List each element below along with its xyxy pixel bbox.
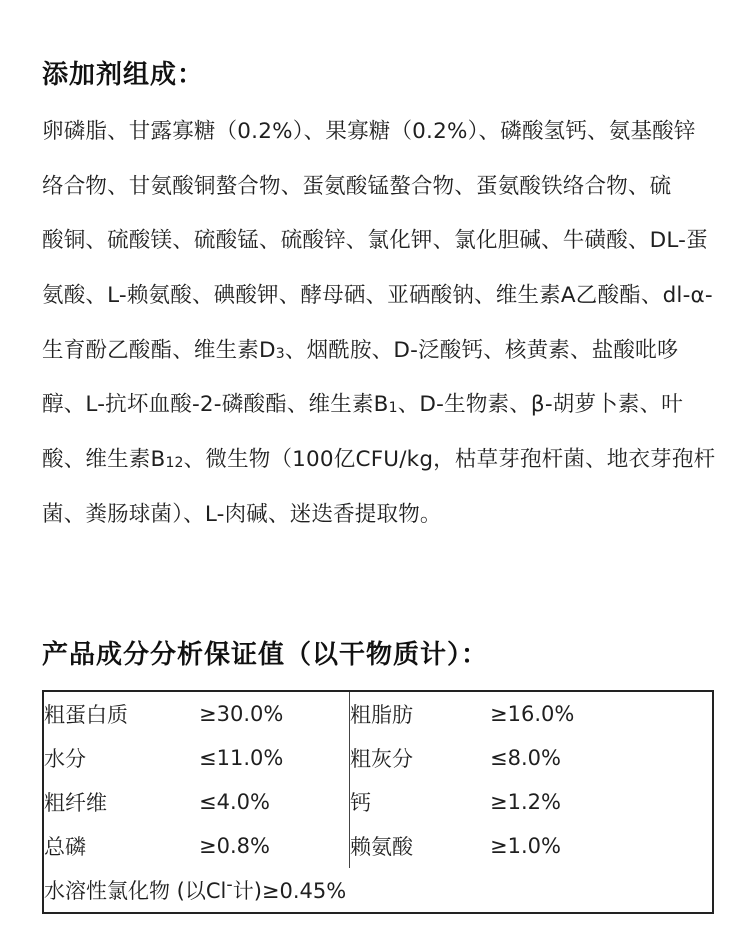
nutrient-name: 钙 xyxy=(350,791,371,815)
nutrient-value: ≥16.0% xyxy=(490,702,575,726)
nutrient-value: ≤8.0% xyxy=(490,746,561,770)
nutrient-value: ≥30.0% xyxy=(199,691,350,736)
additives-line: 生育酚乙酸酯、维生素$D_3$、烟酰胺、D-泛酸钙、核黄素、盐酸吡哆 xyxy=(42,337,679,363)
chloride-row-cell xyxy=(43,868,713,913)
subscript: 1 xyxy=(388,400,398,417)
subscript: 3 xyxy=(275,345,285,362)
analysis-table xyxy=(42,690,714,914)
chloride-label: 水溶性氯化物 (以Cl xyxy=(44,879,227,903)
table-row xyxy=(43,824,713,868)
nutrient-name: 总磷 xyxy=(44,835,86,859)
superscript: - xyxy=(226,875,233,895)
chloride-value: 计)≥0.45% xyxy=(232,879,347,903)
nutrient-value: ≤11.0% xyxy=(199,736,350,780)
table-row xyxy=(43,691,713,736)
nutrient-value: ≥0.8% xyxy=(199,824,350,868)
nutrient-name: 水分 xyxy=(44,747,86,771)
nutrient-value: ≤4.0% xyxy=(199,780,350,824)
nutrient-name: 粗纤维 xyxy=(44,791,107,815)
analysis-heading: 产品成分分析保证值（以干物质计）： xyxy=(42,640,489,670)
additives-line: 酸铜、硫酸镁、硫酸锰、硫酸锌、氯化钾、氯化胆碱、牛磺酸、DL-蛋 xyxy=(42,228,708,254)
additives-line: 酸、维生素$B_{12}$、微生物（100亿CFU/kg，枯草芽孢杆菌、地衣芽孢杆 xyxy=(42,447,716,473)
table-row xyxy=(43,868,713,913)
additives-heading: 添加剂组成： xyxy=(42,60,205,90)
additives-line: 醇、L-抗坏血酸-2-磷酸酯、维生素$B_1$、D-生物素、β-胡萝卜素、叶 xyxy=(42,392,684,418)
nutrient-name: 粗蛋白质 xyxy=(44,703,128,727)
additives-line: 氨酸、L-赖氨酸、碘酸钾、酵母硒、亚硒酸钠、维生素A乙酸酯、dl-α- xyxy=(42,283,713,309)
nutrient-value: ≥1.0% xyxy=(490,834,561,858)
additives-line: 络合物、甘氨酸铜螯合物、蛋氨酸锰螯合物、蛋氨酸铁络合物、硫 xyxy=(42,173,672,199)
table-row xyxy=(43,736,713,780)
table-row xyxy=(43,780,713,824)
additives-line: 菌、粪肠球菌）、L-肉碱、迷迭香提取物。 xyxy=(42,501,442,527)
nutrient-name: 粗脂肪 xyxy=(350,703,413,727)
nutrient-name: 赖氨酸 xyxy=(350,835,413,859)
additives-line: 卵磷脂、甘露寡糖（0.2%）、果寡糖（0.2%）、磷酸氢钙、氨基酸锌 xyxy=(42,119,696,144)
additives-list xyxy=(42,112,714,550)
nutrient-name: 粗灰分 xyxy=(350,747,413,771)
nutrient-value: ≥1.2% xyxy=(490,790,561,814)
subscript: 12 xyxy=(165,455,184,472)
